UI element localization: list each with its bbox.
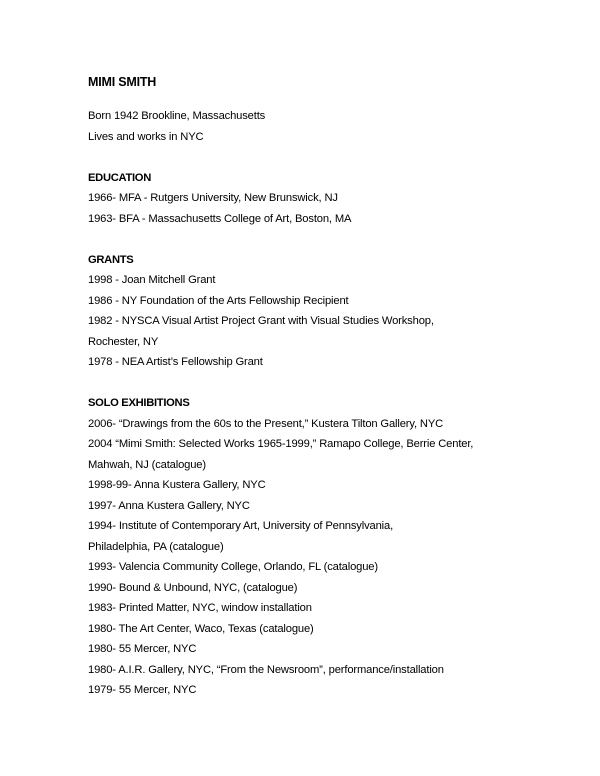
grant-item: 1998 - Joan Mitchell Grant (88, 274, 216, 286)
exhibition-item: 1983- Printed Matter, NYC, window installation (88, 602, 312, 614)
artist-name: MIMI SMITH (88, 75, 157, 89)
section-heading-solo-exhibitions: SOLO EXHIBITIONS (88, 397, 190, 409)
section-spacer (88, 373, 568, 394)
exhibition-item: 1993- Valencia Community College, Orlando, FL (catalogue) (88, 561, 378, 573)
exhibition-item: 1979- 55 Mercer, NYC (88, 684, 197, 696)
section-spacer (88, 147, 568, 168)
exhibition-item: 1997- Anna Kustera Gallery, NYC (88, 499, 250, 512)
grant-item: Rochester, NY (88, 335, 159, 348)
exhibition-item: Philadelphia, PA (catalogue) (88, 540, 224, 553)
exhibition-item: Mahwah, NJ (catalogue) (88, 458, 206, 471)
grant-item: 1978 - NEA Artist’s Fellowship Grant (88, 356, 263, 368)
intro-line: Lives and works in NYC (88, 130, 204, 143)
section-heading-grants: GRANTS (88, 253, 134, 266)
exhibition-item: 2004 “Mimi Smith: Selected Works 1965-1999,” Ramapo College, Berrie Center, (88, 438, 474, 450)
grant-item: 1982 - NYSCA Visual Artist Project Grant with Visual Studies Workshop, (88, 315, 434, 327)
grant-item: 1986 - NY Foundation of the Arts Fellowship Recipient (88, 294, 349, 307)
intro-line: Born 1942 Brookline, Massachusetts (88, 110, 266, 122)
exhibition-item: 2006- “Drawings from the 60s to the Present,” Kustera Tilton Gallery, NYC (88, 417, 444, 430)
exhibition-item: 1980- The Art Center, Waco, Texas (catalogue) (88, 622, 314, 635)
cv-page (88, 72, 568, 701)
section-spacer (88, 229, 568, 250)
exhibition-item: 1980- A.I.R. Gallery, NYC, “From the Newsroom”, performance/installation (88, 663, 444, 676)
exhibition-item: 1994- Institute of Contemporary Art, University of Pennsylvania, (88, 520, 394, 532)
exhibition-item: 1990- Bound & Unbound, NYC, (catalogue) (88, 581, 298, 594)
education-item: 1966- MFA - Rutgers University, New Brunswick, NJ (88, 192, 338, 204)
education-item: 1963- BFA - Massachusetts College of Art, Boston, MA (88, 212, 352, 225)
section-heading-education: EDUCATION (88, 171, 151, 184)
exhibition-item: 1998-99- Anna Kustera Gallery, NYC (88, 479, 266, 491)
exhibition-item: 1980- 55 Mercer, NYC (88, 643, 197, 655)
